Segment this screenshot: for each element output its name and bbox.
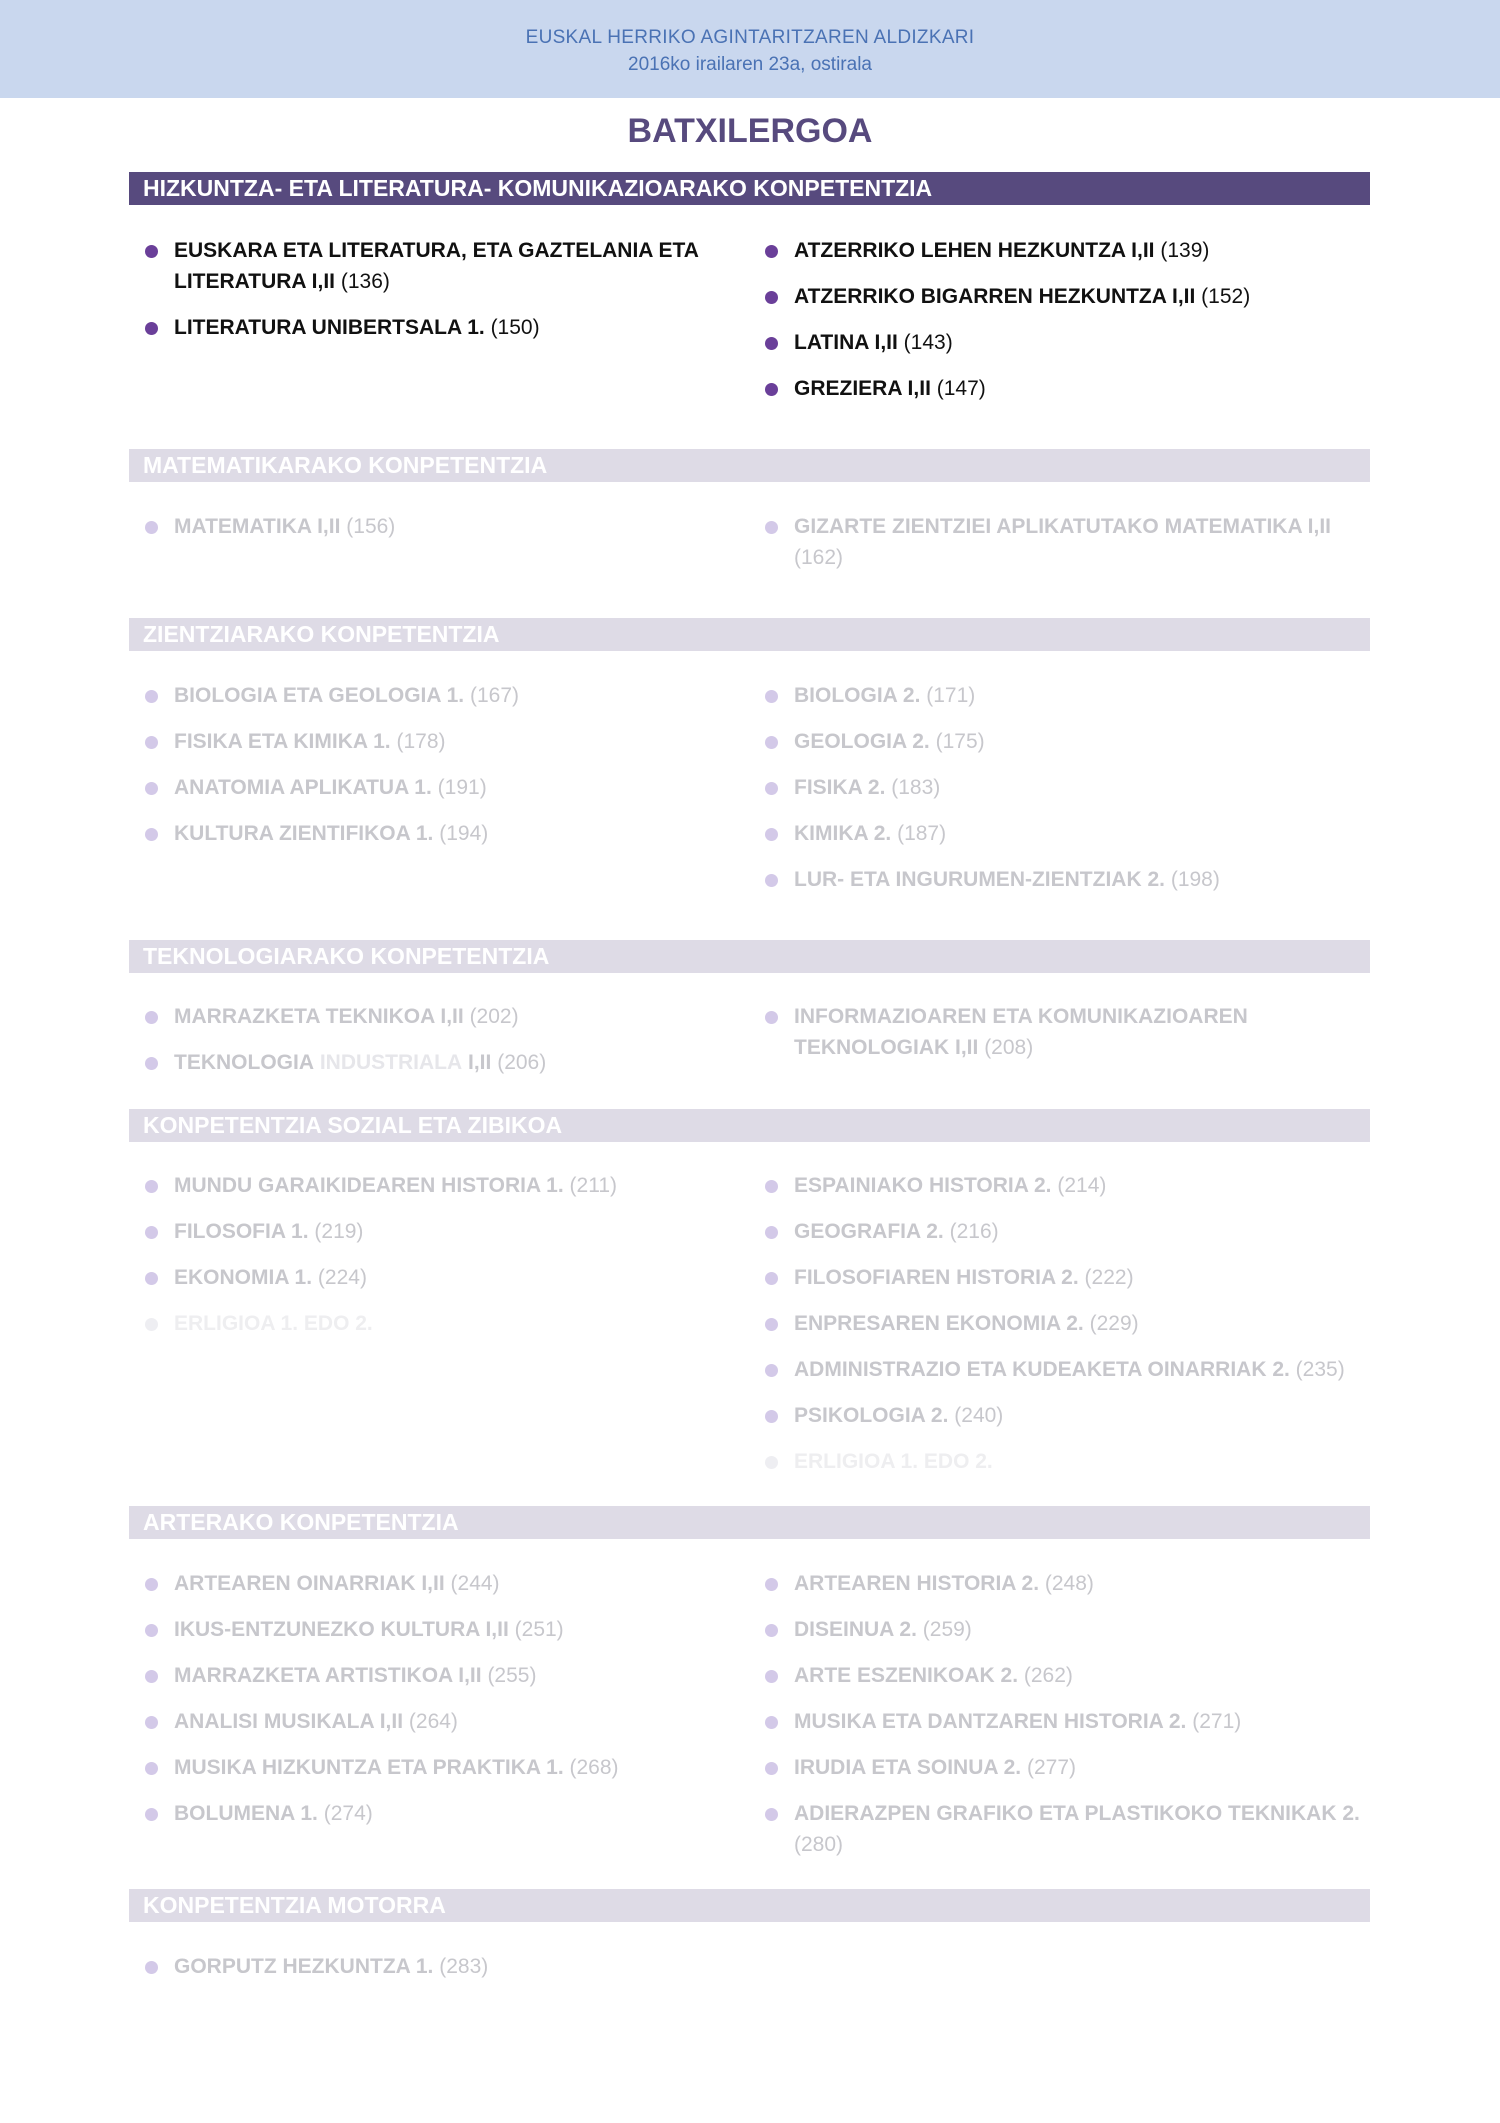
teknologia-right-column [763,1001,1363,1078]
bullet-icon [765,1180,778,1193]
bullet-icon [145,1057,158,1070]
list-item[interactable]: BIOLOGIA ETA GEOLOGIA 1. (167) [143,680,743,711]
bullet-icon [765,1808,778,1821]
list-item[interactable]: TEKNOLOGIA INDUSTRIALA I,II (206) [143,1047,743,1078]
list-item[interactable]: ATZERRIKO LEHEN HEZKUNTZA I,II (139) [763,235,1363,266]
bullet-icon [145,1716,158,1729]
bullet-icon [765,521,778,534]
bullet-icon [145,245,158,258]
bullet-icon [765,1318,778,1331]
list-item[interactable]: FISIKA ETA KIMIKA 1. (178) [143,726,743,757]
bullet-icon [765,1670,778,1683]
list-item[interactable]: ARTE ESZENIKOAK 2. (262) [763,1660,1363,1691]
bullet-icon [765,1226,778,1239]
list-item[interactable]: ARTEAREN HISTORIA 2. (248) [763,1568,1363,1599]
teknologia-left-column [143,1001,743,1093]
bullet-icon [145,782,158,795]
section-header-motorra[interactable]: KONPETENTZIA MOTORRA [129,1889,1370,1922]
bullet-icon [145,1318,158,1331]
list-item[interactable]: FILOSOFIAREN HISTORIA 2. (222) [763,1262,1363,1293]
list-item[interactable]: MUSIKA HIZKUNTZA ETA PRAKTIKA 1. (268) [143,1752,743,1783]
bullet-icon [145,1624,158,1637]
bullet-icon [145,1762,158,1775]
matematika-left-column [143,511,743,557]
list-item[interactable]: ESPAINIAKO HISTORIA 2. (214) [763,1170,1363,1201]
bullet-icon [765,1456,778,1469]
list-item[interactable]: GORPUTZ HEZKUNTZA 1. (283) [143,1951,743,1982]
bullet-icon [765,291,778,304]
bullet-icon [765,337,778,350]
bullet-icon [145,1578,158,1591]
list-item[interactable]: PSIKOLOGIA 2. (240) [763,1400,1363,1431]
list-item[interactable]: LATINA I,II (143) [763,327,1363,358]
bullet-icon [145,1226,158,1239]
bullet-icon [145,828,158,841]
bullet-icon [145,690,158,703]
list-item[interactable]: LITERATURA UNIBERTSALA 1. (150) [143,312,743,343]
bullet-icon [765,782,778,795]
list-item[interactable]: ENPRESAREN EKONOMIA 2. (229) [763,1308,1363,1339]
bullet-icon [145,1011,158,1024]
list-item[interactable]: DISEINUA 2. (259) [763,1614,1363,1645]
list-item[interactable]: ANALISI MUSIKALA I,II (264) [143,1706,743,1737]
bullet-icon [765,1410,778,1423]
list-item[interactable]: MUNDU GARAIKIDEAREN HISTORIA 1. (211) [143,1170,743,1201]
motorra-left-column [143,1951,743,1997]
bullet-icon [765,1624,778,1637]
list-item[interactable]: ADMINISTRAZIO ETA KUDEAKETA OINARRIAK 2. (235) [763,1354,1363,1385]
list-item[interactable]: ARTEAREN OINARRIAK I,II (244) [143,1568,743,1599]
bullet-icon [765,1716,778,1729]
list-item[interactable]: ADIERAZPEN GRAFIKO ETA PLASTIKOKO TEKNIKAK 2. (280) [763,1798,1363,1860]
section-header-matematika[interactable]: MATEMATIKARAKO KONPETENTZIA [129,449,1370,482]
list-item[interactable]: ERLIGIOA 1. EDO 2. [763,1446,1363,1477]
bullet-icon [765,828,778,841]
list-item[interactable]: GEOLOGIA 2. (175) [763,726,1363,757]
bullet-icon [765,383,778,396]
bullet-icon [145,1272,158,1285]
list-item[interactable]: LUR- ETA INGURUMEN-ZIENTZIAK 2. (198) [763,864,1363,895]
bullet-icon [765,1011,778,1024]
list-item[interactable]: FILOSOFIA 1. (219) [143,1216,743,1247]
list-item[interactable]: ANATOMIA APLIKATUA 1. (191) [143,772,743,803]
bullet-icon [765,1364,778,1377]
matematika-right-column [763,511,1363,588]
bullet-icon [765,1272,778,1285]
list-item[interactable]: IRUDIA ETA SOINUA 2. (277) [763,1752,1363,1783]
list-item[interactable]: EUSKARA ETA LITERATURA, ETA GAZTELANIA ETA LITERATURA I,II (136) [143,235,743,297]
list-item[interactable]: MATEMATIKA I,II (156) [143,511,743,542]
bullet-icon [765,245,778,258]
zientzia-left-column [143,680,743,864]
section-header-zientzia[interactable]: ZIENTZIARAKO KONPETENTZIA [129,618,1370,651]
bullet-icon [145,1808,158,1821]
bullet-icon [765,1578,778,1591]
bullet-icon [765,690,778,703]
list-item[interactable]: GREZIERA I,II (147) [763,373,1363,404]
journal-name: EUSKAL HERRIKO AGINTARITZAREN ALDIZKARI [525,27,975,48]
bullet-icon [145,1180,158,1193]
bullet-icon [145,1961,158,1974]
list-item[interactable]: MARRAZKETA ARTISTIKOA I,II (255) [143,1660,743,1691]
list-item[interactable]: ERLIGIOA 1. EDO 2. [143,1308,743,1339]
bullet-icon [765,874,778,887]
journal-date: 2016ko irailaren 23a, ostirala [628,54,872,75]
bullet-icon [145,322,158,335]
section-header-teknologia[interactable]: TEKNOLOGIARAKO KONPETENTZIA [129,940,1370,973]
journal-header [0,0,1500,98]
list-item[interactable]: BIOLOGIA 2. (171) [763,680,1363,711]
page-title: BATXILERGOA [627,112,873,150]
soziala-left-column [143,1170,743,1354]
list-item[interactable]: IKUS-ENTZUNEZKO KULTURA I,II (251) [143,1614,743,1645]
hizkuntza-right-column [763,235,1363,419]
bullet-icon [145,521,158,534]
section-header-soziala[interactable]: KONPETENTZIA SOZIAL ETA ZIBIKOA [129,1109,1370,1142]
arte-left-column [143,1568,743,1844]
section-header-hizkuntza[interactable]: HIZKUNTZA- ETA LITERATURA- KOMUNIKAZIOARAKO KONPETENTZIA [129,172,1370,205]
list-item[interactable]: GEOGRAFIA 2. (216) [763,1216,1363,1247]
arte-right-column [763,1568,1363,1875]
list-item[interactable]: INFORMAZIOAREN ETA KOMUNIKAZIOAREN TEKNOLOGIAK I,II (208) [763,1001,1363,1063]
bullet-icon [145,736,158,749]
section-header-arte[interactable]: ARTERAKO KONPETENTZIA [129,1506,1370,1539]
list-item[interactable]: KULTURA ZIENTIFIKOA 1. (194) [143,818,743,849]
list-item[interactable]: MUSIKA ETA DANTZAREN HISTORIA 2. (271) [763,1706,1363,1737]
bullet-icon [765,1762,778,1775]
list-item[interactable]: KIMIKA 2. (187) [763,818,1363,849]
list-item[interactable]: GIZARTE ZIENTZIEI APLIKATUTAKO MATEMATIKA I,II (162) [763,511,1363,573]
list-item[interactable]: BOLUMENA 1. (274) [143,1798,743,1829]
soziala-right-column [763,1170,1363,1492]
list-item[interactable]: MARRAZKETA TEKNIKOA I,II (202) [143,1001,743,1032]
bullet-icon [765,736,778,749]
list-item[interactable]: FISIKA 2. (183) [763,772,1363,803]
zientzia-right-column [763,680,1363,910]
hizkuntza-left-column [143,235,743,358]
bullet-icon [145,1670,158,1683]
list-item[interactable]: ATZERRIKO BIGARREN HEZKUNTZA I,II (152) [763,281,1363,312]
list-item[interactable]: EKONOMIA 1. (224) [143,1262,743,1293]
